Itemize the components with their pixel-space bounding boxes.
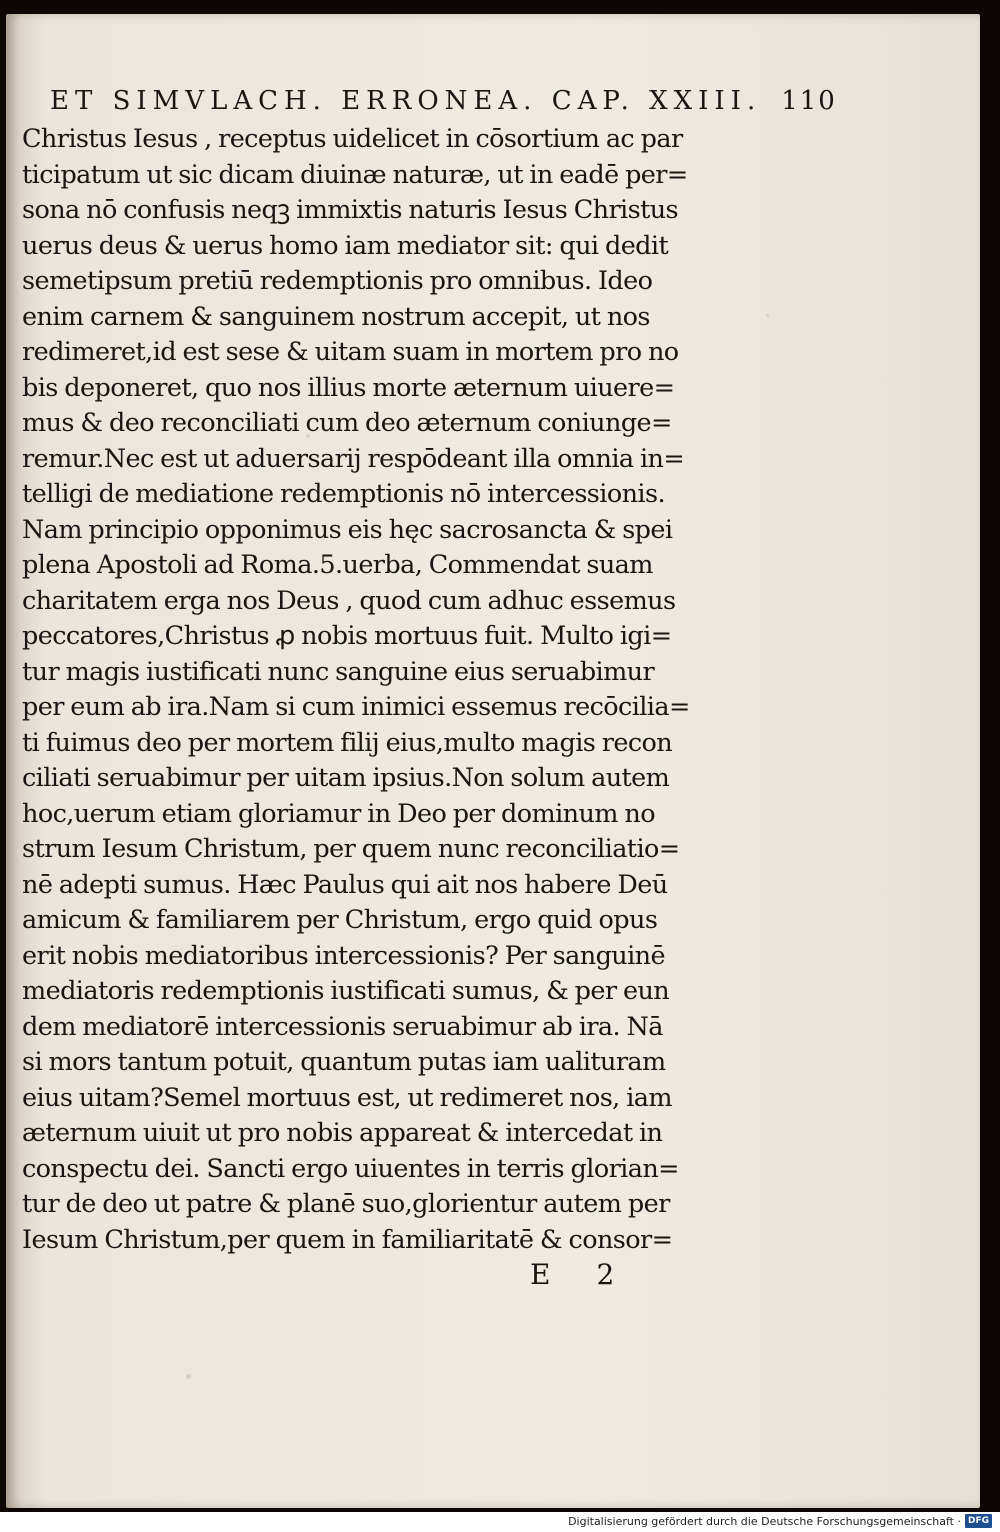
text-line: æternum uiuit ut pro nobis appareat & intercedat in [22, 1118, 663, 1148]
text-line: semetipsum pretiū redemptionis pro omnibus. Ideo [22, 266, 653, 296]
text-line: amicum & familiarem per Christum, ergo quid opus [22, 905, 658, 935]
running-head-title: ET SIMVLACH. ERRONEA. CAP. XXIII. [50, 86, 762, 116]
text-line: uerus deus & uerus homo iam mediator sit: qui dedit [22, 230, 669, 261]
body-text [22, 122, 742, 1258]
text-line: remur.Nec est ut aduersarij respōdeant illa omnia in= [22, 443, 685, 474]
text-line: Nam principio opponimus eis hęc sacrosancta & spei [22, 514, 673, 545]
text-line: redimeret,id est sese & uitam suam in mortem pro no [22, 337, 679, 367]
text-line: charitatem erga nos Deus , quod cum adhuc essemus [22, 585, 676, 616]
text-line: tur de deo ut patre & planē suo,glorientur autem per [22, 1189, 670, 1219]
foxing-speck [186, 1374, 191, 1379]
dfg-credit [568, 1514, 992, 1528]
dfg-logo-icon: DFG [965, 1514, 992, 1528]
text-line: per eum ab ira.Nam si cum inimici essemus recōcilia= [22, 692, 690, 722]
text-line: hoc,uerum etiam gloriamur in Deo per dominum no [22, 798, 655, 829]
text-line: si mors tantum potuit, quantum putas iam ualituram [22, 1047, 666, 1077]
text-line: ciliati seruabimur per uitam ipsius.Non solum autem [22, 763, 670, 793]
text-line: tur magis iustificati nunc sanguine eius seruabimur [22, 656, 655, 687]
folio-number: 110 [781, 86, 837, 116]
signature-letter: E [530, 1258, 551, 1291]
text-line: dem mediatorē intercessionis seruabimur ab ira. Nā [22, 1011, 663, 1042]
text-line: bis deponeret, quo nos illius morte æternum uiuere= [22, 372, 675, 403]
text-line: peccatores,Christus ꝓ nobis mortuus fuit. Multo igi= [22, 621, 672, 651]
text-line: plena Apostoli ad Roma.5.uerba, Commendat suam [22, 550, 653, 580]
text-line: eius uitam?Semel mortuus est, ut redimeret nos, iam [22, 1082, 672, 1113]
text-line: mus & deo reconciliati cum deo æternum coniunge= [22, 408, 672, 438]
foxing-speck [766, 314, 769, 317]
signature-number: 2 [596, 1258, 615, 1291]
text-line: conspectu dei. Sancti ergo uiuentes in terris glorian= [22, 1153, 679, 1184]
text-line: mediatoris redemptionis iustificati sumus, & per eun [22, 976, 670, 1006]
signature-mark [530, 1258, 730, 1298]
text-line: telligi de mediatione redemptionis nō intercessionis. [22, 479, 665, 509]
text-line: erit nobis mediatoribus intercessionis? Per sanguinē [22, 940, 665, 971]
text-line: strum Iesum Christum, per quem nunc reconciliatio= [22, 834, 680, 864]
text-line: Iesum Christum,per quem in familiaritatē & consor= [22, 1224, 673, 1255]
text-line: ticipatum ut sic dicam diuinæ naturæ, ut in eadē per= [22, 159, 688, 190]
text-line: enim carnem & sanguinem nostrum accepit, ut nos [22, 301, 650, 332]
running-head [50, 76, 837, 126]
text-line: Christus Iesus , receptus uidelicet in cōsortium ac par [22, 124, 683, 154]
text-line: sona nō confusis neqꝫ immixtis naturis Iesus Christus [22, 195, 679, 225]
funding-credit-text: Digitalisierung gefördert durch die Deutsche Forschungsgemeinschaft · [568, 1514, 961, 1528]
text-line: ti fuimus deo per mortem filij eius,multo magis recon [22, 727, 673, 758]
text-line: nē adepti sumus. Hæc Paulus qui ait nos habere Deū [22, 869, 668, 900]
